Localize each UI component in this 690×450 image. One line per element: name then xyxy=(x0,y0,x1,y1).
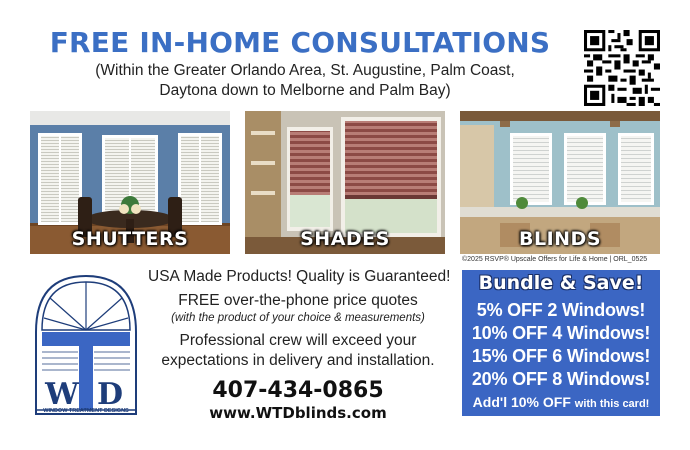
bundle-title: Bundle & Save! xyxy=(478,272,644,294)
crew-line-1: Professional crew will exceed your xyxy=(179,332,417,349)
svg-text:W: W xyxy=(45,377,79,412)
qr-code-icon xyxy=(584,30,660,106)
crew-line-2: expectations in delivery and installation. xyxy=(161,352,435,369)
service-area-line-1: (Within the Greater Orlando Area, St. Augustine, Palm Coast, xyxy=(95,62,515,79)
offer-2-windows: 5% OFF 2 Windows! xyxy=(476,300,646,320)
usa-made-line: USA Made Products! Quality is Guaranteed! xyxy=(148,268,451,285)
offer-6-windows: 15% OFF 6 Windows! xyxy=(471,346,651,366)
headline: FREE IN-HOME CONSULTATIONS xyxy=(49,26,551,59)
free-quotes-line: FREE over-the-phone price quotes xyxy=(178,292,418,309)
logo-caption: WINDOW TREATMENT DESIGNS xyxy=(43,408,129,414)
website-link[interactable]: www.WTDblinds.com xyxy=(209,404,387,422)
offer-8-windows: 20% OFF 8 Windows! xyxy=(471,369,651,389)
additional-offer xyxy=(462,394,660,410)
blinds-photo xyxy=(460,111,660,254)
svg-text:D: D xyxy=(96,377,124,412)
shades-photo xyxy=(245,111,445,254)
additional-offer-main: Add'l 10% OFF xyxy=(472,394,571,410)
service-area-line-2: Daytona down to Melborne and Palm Bay) xyxy=(159,82,451,99)
blinds-label: BLINDS xyxy=(518,228,601,250)
shutters-label: SHUTTERS xyxy=(71,228,189,250)
wtd-logo xyxy=(32,272,140,420)
phone-number[interactable]: 407-434-0865 xyxy=(212,378,384,403)
copyright-notice: ©2025 RSVP® Upscale Offers for Life & Home | ORL_0525 xyxy=(462,256,648,263)
additional-offer-note: with this card! xyxy=(574,398,650,410)
bundle-save-panel xyxy=(462,270,660,416)
offer-4-windows: 10% OFF 4 Windows! xyxy=(471,323,651,343)
shutters-photo xyxy=(30,111,230,254)
shades-label: SHADES xyxy=(300,228,390,250)
quotes-note-line: (with the product of your choice & measurements) xyxy=(171,312,425,324)
